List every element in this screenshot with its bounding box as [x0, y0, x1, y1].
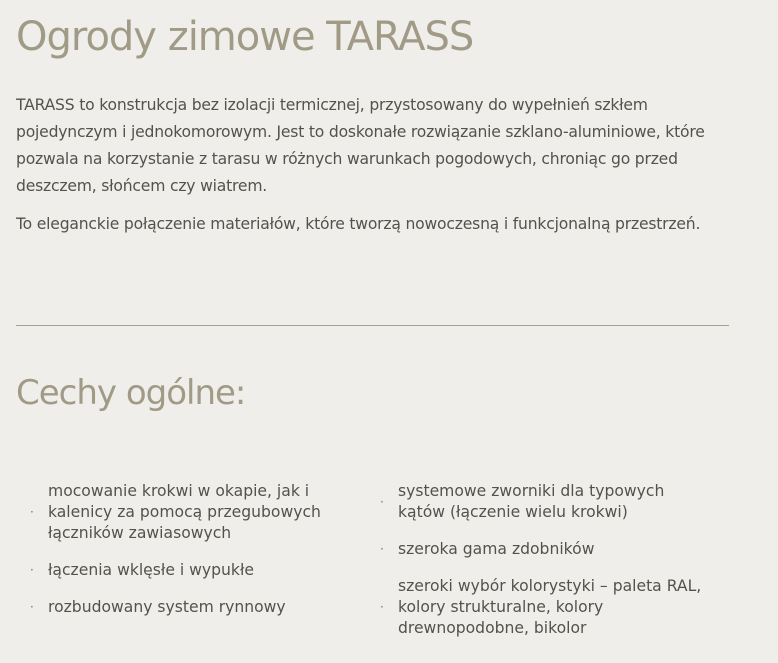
feature-text: mocowanie krokwi w okapie, jak i kalenicy za pomocą przegubowych łączników zawiasowych — [48, 482, 321, 542]
feature-item — [26, 597, 361, 618]
feature-item — [26, 560, 361, 581]
feature-item — [376, 539, 706, 560]
feature-text: szeroki wybór kolorystyki – paleta RAL, kolory strukturalne, kolory drewnopodobne, bikolor — [398, 577, 702, 637]
feature-text: łączenia wklęsłe i wypukłe — [48, 561, 254, 579]
page-title: Ogrody zimowe TARASS — [16, 14, 474, 60]
intro-paragraph: To eleganckie połączenie materiałów, które tworzą nowoczesną i funkcjonalną przestrzeń. — [16, 215, 701, 233]
intro-text — [16, 92, 736, 249]
feature-item — [26, 481, 361, 544]
intro-paragraph: TARASS to konstrukcja bez izolacji termicznej, przystosowany do wypełnień szkłem pojedynczym i jednokomorowym. Jest to doskonałe rozwiązanie szklano-aluminiowe, które pozwala na korzystanie z tarasu w różnych warunkach pogodowych, chroniąc go przed deszczem, słońcem czy wiatrem. — [16, 96, 705, 195]
bullet-icon: · — [30, 505, 34, 519]
section-title-features: Cechy ogólne: — [16, 373, 246, 413]
section-divider — [16, 325, 729, 326]
feature-list-left — [26, 481, 361, 634]
feature-text: rozbudowany system rynnowy — [48, 598, 286, 616]
bullet-icon: · — [380, 600, 384, 614]
bullet-icon: · — [30, 563, 34, 577]
feature-item — [376, 576, 706, 639]
feature-item — [376, 481, 706, 523]
bullet-icon: · — [380, 494, 384, 509]
bullet-icon: · — [380, 542, 384, 556]
feature-text: szeroka gama zdobników — [398, 540, 595, 558]
bullet-icon: · — [30, 600, 34, 614]
feature-text: systemowe zworniki dla typowych kątów (łączenie wielu krokwi) — [398, 482, 665, 521]
feature-list-right — [376, 481, 706, 655]
